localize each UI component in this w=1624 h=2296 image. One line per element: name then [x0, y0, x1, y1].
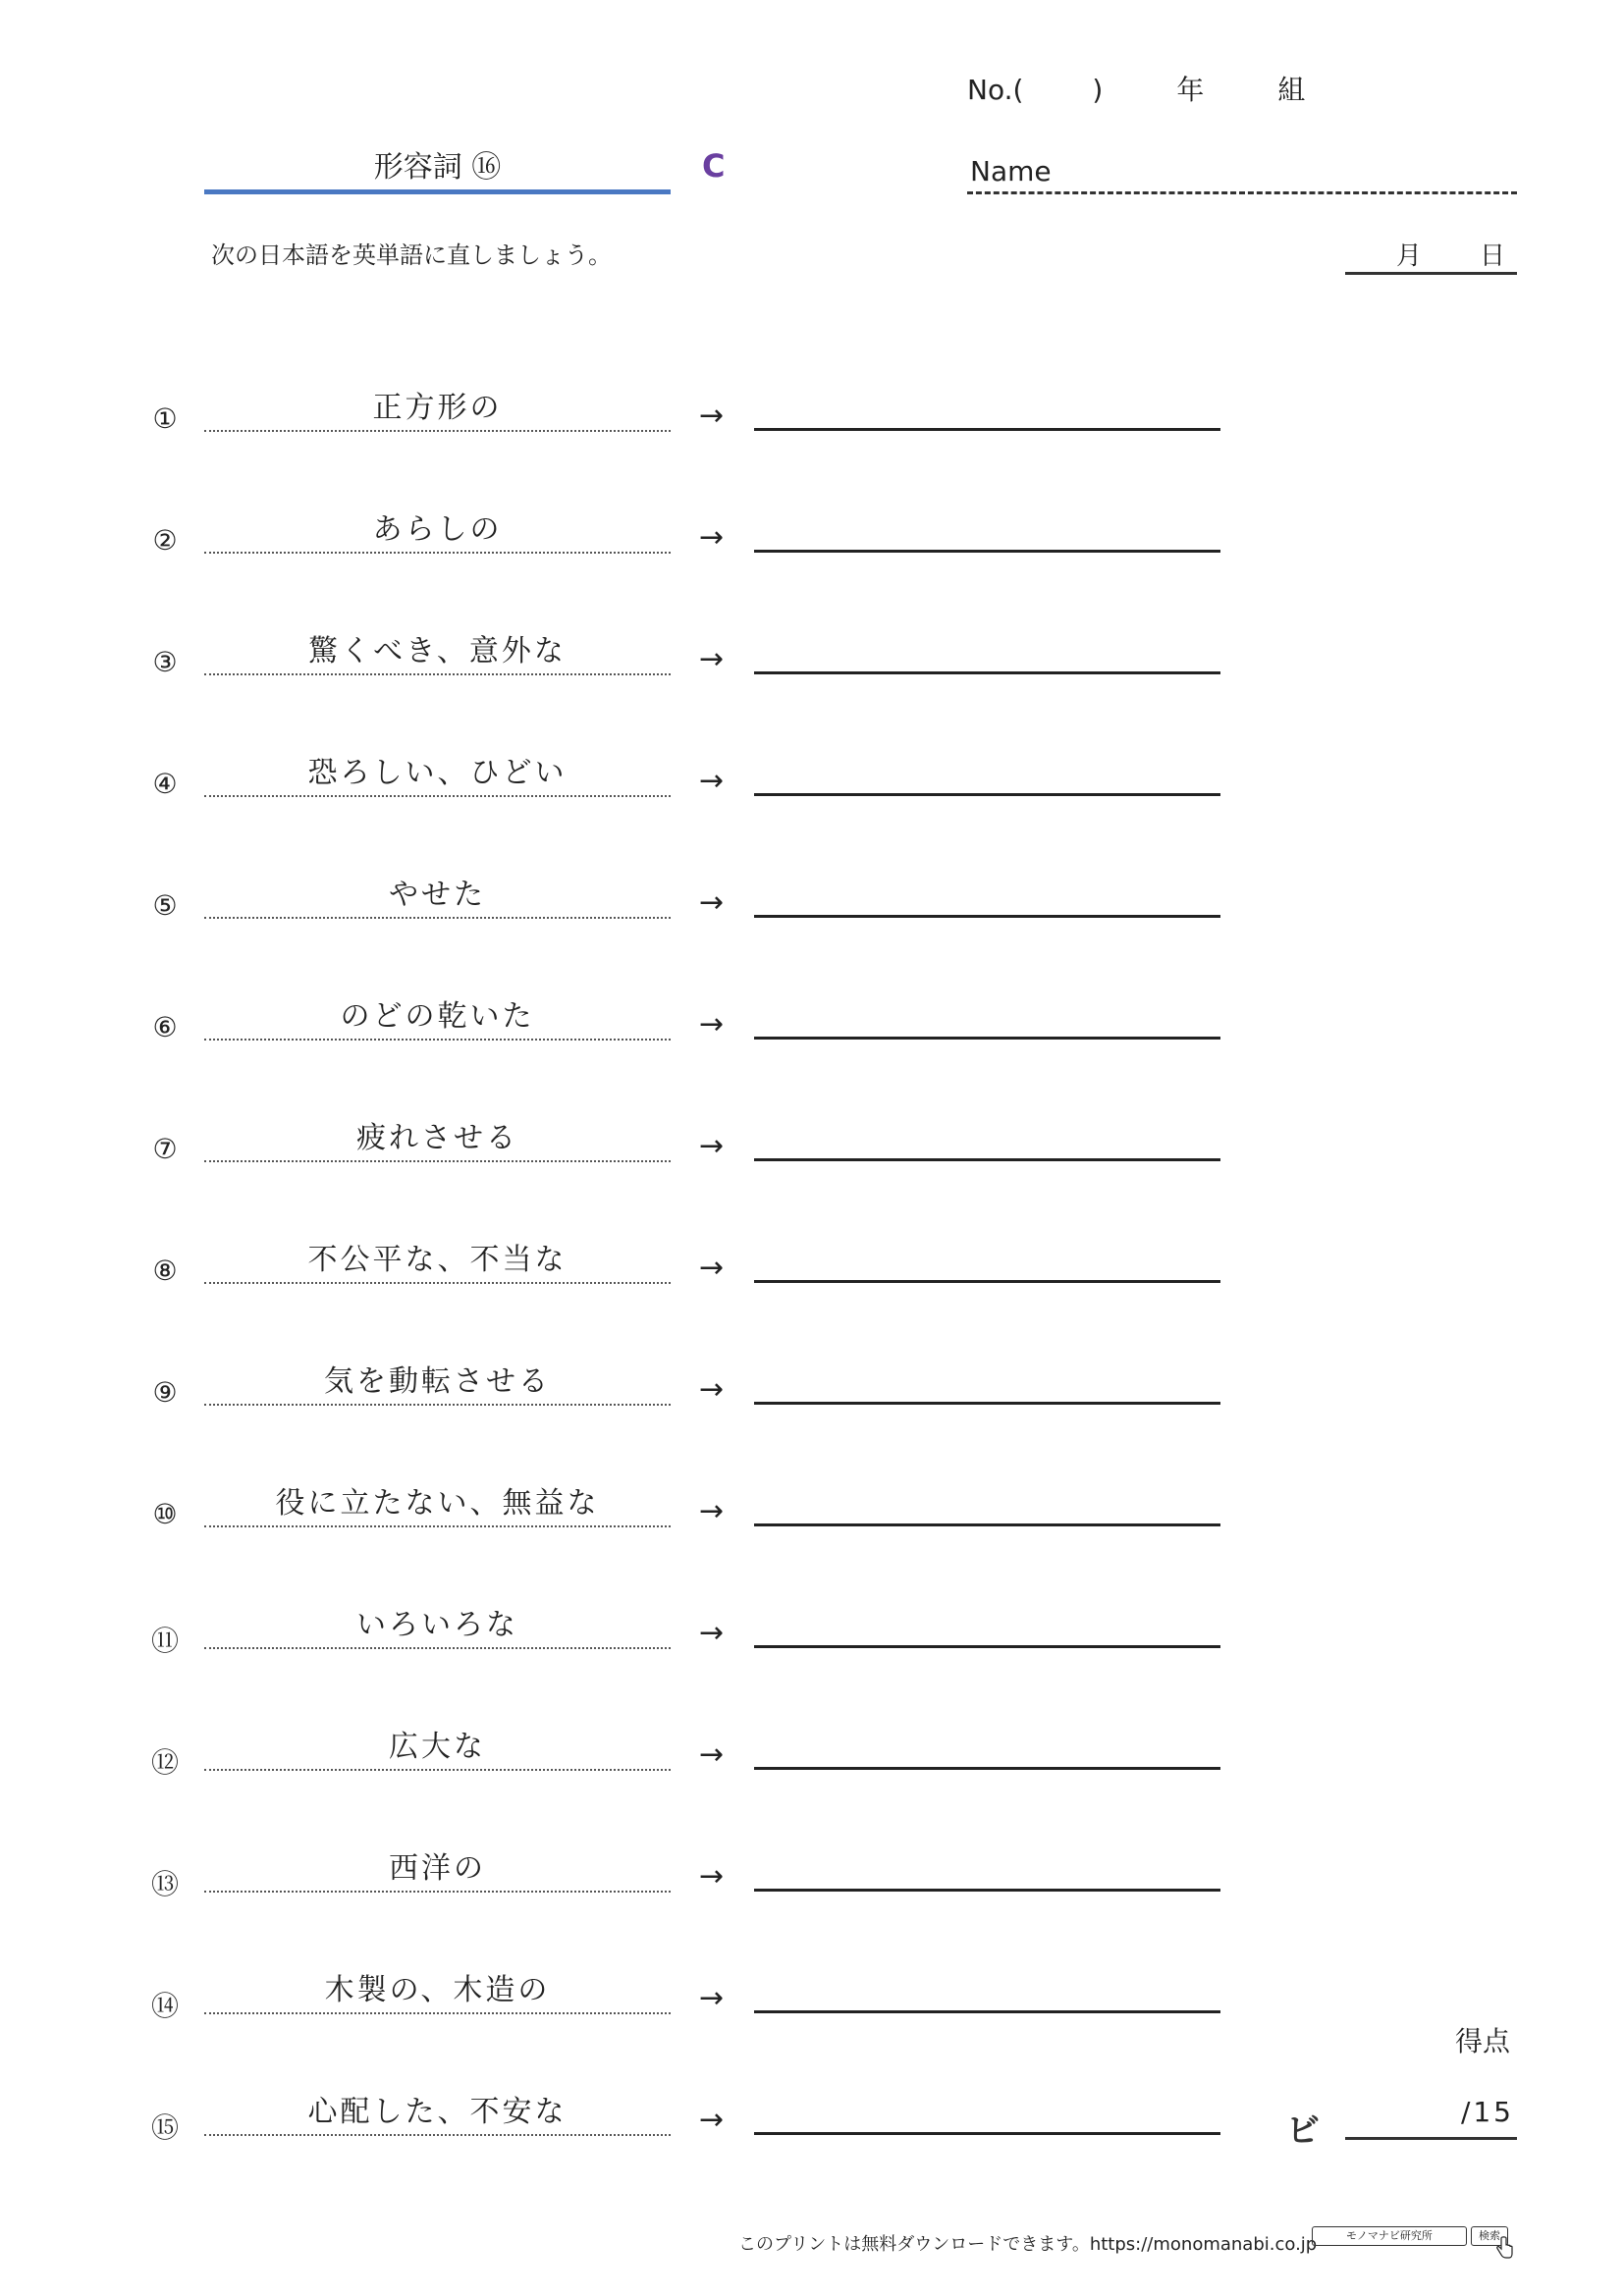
- arrow-icon: →: [699, 1859, 725, 1894]
- question-row: [0, 1094, 1624, 1215]
- question-dotted-line: [204, 1160, 671, 1162]
- question-number: ⑦: [152, 1133, 178, 1165]
- question-number: ⑨: [152, 1376, 178, 1409]
- arrow-icon: →: [699, 1616, 725, 1650]
- answer-line[interactable]: [754, 671, 1220, 674]
- score-underline[interactable]: [1345, 2137, 1517, 2140]
- name-label: Name: [970, 155, 1052, 187]
- answer-line[interactable]: [754, 1889, 1220, 1892]
- question-number: ③: [152, 646, 178, 678]
- answer-line[interactable]: [754, 1158, 1220, 1161]
- year-label: 年: [1176, 74, 1205, 106]
- question-row: [0, 1702, 1624, 1824]
- question-text: 不公平な、不当な: [307, 1243, 568, 1277]
- question-text: 広大な: [389, 1730, 486, 1764]
- question-text: やせた: [389, 878, 486, 912]
- question-number: ⑧: [152, 1255, 178, 1287]
- score-total: /15: [1460, 2096, 1514, 2128]
- question-number: ④: [152, 768, 178, 800]
- question-number: ⑮: [150, 2111, 179, 2144]
- search-button[interactable]: 検索: [1471, 2226, 1508, 2246]
- question-row: [0, 728, 1624, 850]
- question-row: [0, 1580, 1624, 1702]
- class-label: 組: [1277, 74, 1306, 106]
- question-dotted-line: [204, 1647, 671, 1649]
- question-dotted-line: [204, 1282, 671, 1284]
- arrow-icon: →: [699, 1494, 725, 1528]
- day-label: 日: [1480, 241, 1506, 271]
- question-row: [0, 1824, 1624, 1946]
- question-number: ⑪: [150, 1625, 179, 1657]
- hand-cursor-icon: [1494, 2236, 1514, 2260]
- question-text: 恐ろしい、ひどい: [307, 756, 568, 790]
- arrow-icon: →: [699, 1737, 725, 1772]
- score-mark: ビ: [1286, 2111, 1320, 2151]
- answer-line[interactable]: [754, 793, 1220, 796]
- arrow-icon: →: [699, 764, 725, 798]
- answer-line[interactable]: [754, 915, 1220, 918]
- question-dotted-line: [204, 795, 671, 797]
- question-number: ⑩: [152, 1498, 178, 1530]
- question-row: [0, 2067, 1624, 2189]
- question-row: [0, 850, 1624, 972]
- instruction: 次の日本語を英単語に直しましょう。: [211, 241, 612, 269]
- question-text: 役に立たない、無益な: [275, 1486, 600, 1521]
- question-dotted-line: [204, 1769, 671, 1771]
- question-dotted-line: [204, 1039, 671, 1041]
- answer-line[interactable]: [754, 2010, 1220, 2013]
- question-dotted-line: [204, 2012, 671, 2014]
- question-dotted-line: [204, 1404, 671, 1406]
- answer-line[interactable]: [754, 428, 1220, 431]
- arrow-icon: →: [699, 1372, 725, 1407]
- question-row: [0, 1459, 1624, 1580]
- question-dotted-line: [204, 1891, 671, 1893]
- answer-line[interactable]: [754, 1280, 1220, 1283]
- question-row: [0, 1946, 1624, 2067]
- question-text: 西洋の: [389, 1851, 486, 1886]
- number-year-class: [967, 69, 1305, 108]
- question-dotted-line: [204, 552, 671, 554]
- question-dotted-line: [204, 1525, 671, 1527]
- question-text: 木製の、木造の: [324, 1973, 551, 2007]
- question-number: ⑬: [150, 1868, 179, 1900]
- question-number: ①: [152, 402, 178, 435]
- arrow-icon: →: [699, 399, 725, 433]
- question-dotted-line: [204, 917, 671, 919]
- answer-line[interactable]: [754, 1523, 1220, 1526]
- question-row: [0, 485, 1624, 607]
- question-text: 心配した、不安な: [307, 2095, 568, 2129]
- arrow-icon: →: [699, 1129, 725, 1163]
- level-letter: C: [702, 147, 726, 185]
- question-number: ②: [152, 524, 178, 557]
- date-underline: [1345, 272, 1517, 275]
- question-text: 気を動転させる: [324, 1364, 551, 1399]
- no-label: No.(: [967, 74, 1024, 106]
- question-row: [0, 1215, 1624, 1337]
- arrow-icon: →: [699, 520, 725, 555]
- question-number: ⑫: [150, 1746, 179, 1779]
- arrow-icon: →: [699, 1981, 725, 2015]
- question-dotted-line: [204, 430, 671, 432]
- question-number: ⑥: [152, 1011, 178, 1043]
- question-row: [0, 363, 1624, 485]
- arrow-icon: →: [699, 642, 725, 676]
- question-number: ⑭: [150, 1990, 179, 2022]
- no-close-paren: ): [1092, 74, 1104, 106]
- answer-line[interactable]: [754, 1645, 1220, 1648]
- answer-line[interactable]: [754, 1037, 1220, 1040]
- question-row: [0, 607, 1624, 728]
- answer-line[interactable]: [754, 1767, 1220, 1770]
- footer-text: このプリントは無料ダウンロードできます。https://monomanabi.co.jp: [738, 2234, 1318, 2255]
- arrow-icon: →: [699, 2103, 725, 2137]
- month-label: 月: [1396, 241, 1423, 271]
- answer-line[interactable]: [754, 1402, 1220, 1405]
- question-dotted-line: [204, 2134, 671, 2136]
- question-text: のどの乾いた: [340, 999, 535, 1034]
- arrow-icon: →: [699, 1251, 725, 1285]
- title-underline: [204, 189, 671, 194]
- question-number: ⑤: [152, 889, 178, 922]
- answer-line[interactable]: [754, 2132, 1220, 2135]
- question-text: あらしの: [372, 512, 503, 547]
- score-label: 得点: [1455, 2025, 1511, 2057]
- answer-line[interactable]: [754, 550, 1220, 553]
- name-field[interactable]: [967, 191, 1517, 194]
- question-row: [0, 972, 1624, 1094]
- question-text: 疲れさせる: [356, 1121, 518, 1155]
- brand-search-box[interactable]: モノマナビ研究所: [1312, 2226, 1467, 2246]
- question-text: いろいろな: [356, 1608, 518, 1642]
- question-dotted-line: [204, 673, 671, 675]
- question-text: 驚くべき、意外な: [308, 634, 567, 668]
- question-row: [0, 1337, 1624, 1459]
- arrow-icon: →: [699, 1007, 725, 1041]
- arrow-icon: →: [699, 885, 725, 920]
- question-text: 正方形の: [372, 391, 503, 425]
- page-title: 形容詞 ⑯: [373, 150, 502, 185]
